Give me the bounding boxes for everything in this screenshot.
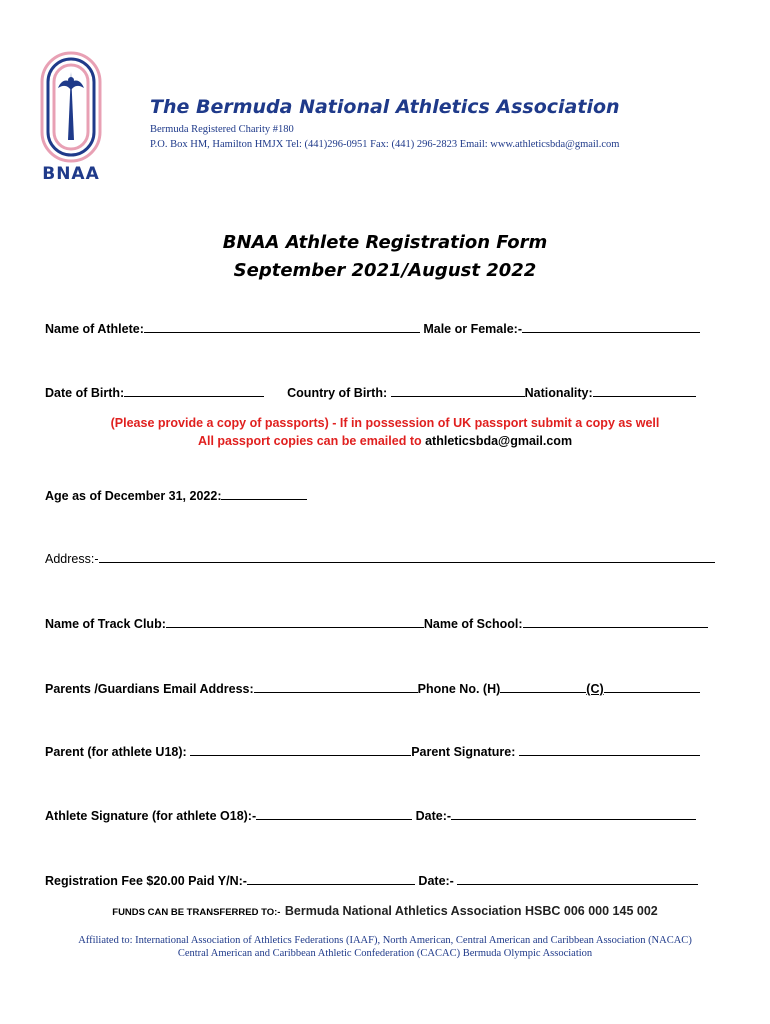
- phone-c-field[interactable]: [604, 679, 700, 693]
- school-field[interactable]: [523, 614, 708, 628]
- fee-field[interactable]: [247, 871, 415, 885]
- bnaa-logo: [38, 50, 104, 190]
- age-label: Age as of December 31, 2022:: [45, 489, 222, 503]
- parent-signature-label: Parent Signature:: [411, 745, 516, 759]
- guardian-email-label: Parents /Guardians Email Address:: [45, 682, 254, 696]
- address-label: Address:-: [45, 552, 99, 566]
- fee-label: Registration Fee $20.00 Paid Y/N:-: [45, 874, 247, 888]
- logo-text: BNAA: [42, 164, 100, 184]
- address-field[interactable]: [99, 549, 715, 563]
- date2-field[interactable]: [457, 871, 698, 885]
- club-field[interactable]: [166, 614, 424, 628]
- parent-row: [45, 742, 700, 759]
- gender-label: Male or Female:-: [423, 322, 522, 336]
- affiliation-line-2: Central American and Caribbean Athletic Confederation (CACAC) Bermuda Olympic Association: [177, 948, 593, 959]
- gender-field[interactable]: [522, 319, 700, 333]
- contact-info: P.O. Box HM, Hamilton HMJX Tel: (441)296-0951 Fax: (441) 296-2823 Email: www.athleticsbda@gmail.com: [150, 139, 620, 150]
- parent-signature-field[interactable]: [519, 742, 700, 756]
- phone-c-label: (C): [586, 682, 604, 696]
- athlete-signature-field[interactable]: [256, 806, 412, 820]
- phone-h-label: Phone No. (H): [417, 682, 501, 696]
- address-row: [45, 549, 715, 566]
- parent-label: Parent (for athlete U18):: [45, 745, 187, 759]
- passport-email-notice: [0, 434, 770, 448]
- phone-h-field[interactable]: [500, 679, 586, 693]
- guardian-email-field[interactable]: [254, 679, 418, 693]
- dob-field[interactable]: [124, 383, 264, 397]
- club-row: [45, 614, 708, 631]
- age-row: [45, 486, 307, 503]
- funds-transfer: [0, 902, 770, 920]
- org-name: The Bermuda National Athletics Association: [150, 96, 620, 118]
- charity-number: Bermuda Registered Charity #180: [150, 124, 294, 135]
- name-label: Name of Athlete:: [45, 322, 144, 336]
- fee-row: [45, 871, 698, 888]
- passport-notice: (Please provide a copy of passports) - If in possession of UK passport submit a copy as well: [110, 416, 660, 430]
- date2-label: Date:-: [418, 874, 454, 888]
- name-row: [45, 319, 700, 336]
- parent-field[interactable]: [190, 742, 411, 756]
- bank-account: Bermuda National Athletics Association HSBC 006 000 145 002: [284, 904, 658, 918]
- country-label: Country of Birth:: [287, 386, 388, 400]
- country-field[interactable]: [391, 383, 525, 397]
- dob-label: Date of Birth:: [45, 386, 125, 400]
- nationality-field[interactable]: [593, 383, 696, 397]
- notice-email[interactable]: athleticsbda@gmail.com: [425, 434, 573, 448]
- form-title: BNAA Athlete Registration Form: [222, 232, 548, 253]
- date1-label: Date:-: [415, 809, 452, 823]
- affiliation-line-1: Affiliated to: International Association of Athletics Federations (IAAF), North American, Central American and Caribbean Association (NACAC): [78, 935, 692, 946]
- club-label: Name of Track Club:: [45, 617, 166, 631]
- date1-field[interactable]: [451, 806, 696, 820]
- age-field[interactable]: [221, 486, 307, 500]
- form-period: September 2021/August 2022: [233, 260, 537, 281]
- guardian-row: [45, 679, 700, 696]
- nationality-label: Nationality:: [524, 386, 593, 400]
- athlete-signature-row: [45, 806, 696, 823]
- birth-row: [45, 383, 696, 400]
- school-label: Name of School:: [423, 617, 523, 631]
- name-field[interactable]: [144, 319, 420, 333]
- athlete-signature-label: Athlete Signature (for athlete O18):-: [45, 809, 257, 823]
- email-notice-text: All passport copies can be emailed to: [197, 434, 422, 448]
- funds-label: FUNDS CAN BE TRANSFERRED TO:-: [112, 907, 281, 918]
